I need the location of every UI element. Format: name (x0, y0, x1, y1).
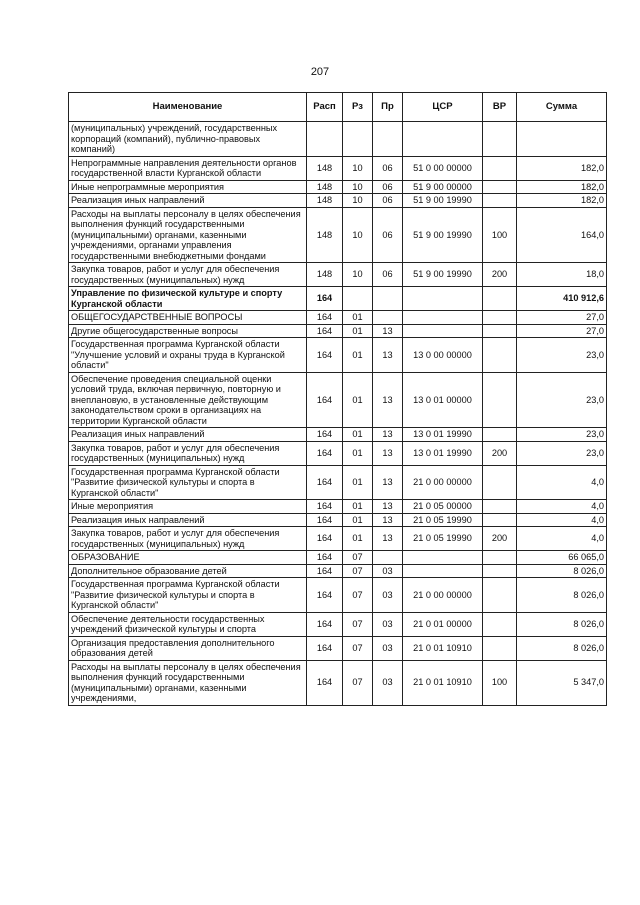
table-row (69, 660, 607, 705)
cell-rasp: 148 (307, 180, 343, 194)
cell-rz: 01 (343, 311, 373, 325)
cell-name: Реализация иных направлений (69, 428, 307, 442)
cell-name: Дополнительное образование детей (69, 564, 307, 578)
cell-name: ОБРАЗОВАНИЕ (69, 551, 307, 565)
cell-vr (483, 324, 517, 338)
cell-vr (483, 428, 517, 442)
cell-vr (483, 372, 517, 428)
cell-pr: 03 (373, 612, 403, 636)
cell-name: Управление по физической культуре и спорту Курганской области (69, 287, 307, 311)
cell-sum: 8 026,0 (517, 636, 607, 660)
table-row (69, 263, 607, 287)
cell-name: (муниципальных) учреждений, государственных корпораций (компаний), публично-правовых компаний) (69, 122, 307, 157)
cell-rz: 01 (343, 465, 373, 500)
cell-name: ОБЩЕГОСУДАРСТВЕННЫЕ ВОПРОСЫ (69, 311, 307, 325)
table-row (69, 636, 607, 660)
cell-vr (483, 122, 517, 157)
cell-pr: 13 (373, 441, 403, 465)
cell-rasp: 164 (307, 660, 343, 705)
cell-rz: 01 (343, 338, 373, 373)
table-row (69, 338, 607, 373)
column-header-name: Наименование (69, 93, 307, 122)
cell-vr (483, 311, 517, 325)
cell-rz: 10 (343, 156, 373, 180)
cell-vr (483, 194, 517, 208)
cell-rz (343, 287, 373, 311)
cell-sum: 66 065,0 (517, 551, 607, 565)
cell-pr: 13 (373, 428, 403, 442)
cell-rz: 07 (343, 612, 373, 636)
cell-vr: 100 (483, 207, 517, 263)
cell-csr: 51 9 00 19990 (403, 207, 483, 263)
cell-sum: 410 912,6 (517, 287, 607, 311)
cell-rasp: 148 (307, 156, 343, 180)
cell-name: Расходы на выплаты персоналу в целях обеспечения выполнения функций государственными (муниципальными) органами, казенными учреждениями, (69, 660, 307, 705)
cell-name: Иные мероприятия (69, 500, 307, 514)
cell-pr: 13 (373, 338, 403, 373)
cell-rasp: 164 (307, 287, 343, 311)
cell-name: Обеспечение проведения специальной оценки условий труда, включая первичную, повторную и внеплановую, в установленные действующим законодательством сроки в организациях на территории Курганской области (69, 372, 307, 428)
table-row (69, 372, 607, 428)
column-header-sum: Сумма (517, 93, 607, 122)
column-header-csr: ЦСР (403, 93, 483, 122)
cell-name: Непрограммные направления деятельности органов государственной власти Курганской области (69, 156, 307, 180)
cell-csr: 21 0 01 10910 (403, 660, 483, 705)
cell-rasp: 164 (307, 578, 343, 613)
cell-pr: 03 (373, 660, 403, 705)
table-row (69, 465, 607, 500)
cell-sum: 164,0 (517, 207, 607, 263)
table-row (69, 612, 607, 636)
cell-name: Расходы на выплаты персоналу в целях обеспечения выполнения функций государственными (муниципальными) органами, казенными учреждениями, органами управления государственными внебюджетными фондами (69, 207, 307, 263)
cell-pr (373, 311, 403, 325)
table-body (69, 122, 607, 706)
cell-rz: 10 (343, 180, 373, 194)
cell-sum: 5 347,0 (517, 660, 607, 705)
cell-rz: 10 (343, 263, 373, 287)
cell-pr (373, 287, 403, 311)
cell-name: Другие общегосударственные вопросы (69, 324, 307, 338)
cell-vr (483, 500, 517, 514)
cell-sum: 23,0 (517, 441, 607, 465)
cell-name: Закупка товаров, работ и услуг для обеспечения государственных (муниципальных) нужд (69, 441, 307, 465)
cell-rz: 01 (343, 500, 373, 514)
table-row (69, 311, 607, 325)
table-row (69, 578, 607, 613)
cell-rz: 01 (343, 513, 373, 527)
cell-name: Государственная программа Курганской области "Развитие физической культуры и спорта в Курганской области" (69, 578, 307, 613)
cell-vr (483, 287, 517, 311)
table-row (69, 500, 607, 514)
cell-vr (483, 636, 517, 660)
cell-csr: 21 0 05 00000 (403, 500, 483, 514)
cell-pr: 13 (373, 372, 403, 428)
cell-csr: 21 0 05 19990 (403, 527, 483, 551)
cell-rasp: 164 (307, 564, 343, 578)
cell-name: Реализация иных направлений (69, 194, 307, 208)
cell-sum: 23,0 (517, 338, 607, 373)
cell-rasp: 164 (307, 428, 343, 442)
cell-rasp: 148 (307, 194, 343, 208)
column-header-vr: ВР (483, 93, 517, 122)
table-header-row (69, 93, 607, 122)
cell-rasp: 148 (307, 263, 343, 287)
cell-rz: 07 (343, 660, 373, 705)
cell-rasp: 164 (307, 636, 343, 660)
cell-rz: 07 (343, 564, 373, 578)
cell-name: Иные непрограммные мероприятия (69, 180, 307, 194)
cell-rasp: 164 (307, 324, 343, 338)
cell-pr: 13 (373, 465, 403, 500)
cell-csr (403, 122, 483, 157)
cell-csr (403, 311, 483, 325)
cell-vr (483, 578, 517, 613)
cell-csr (403, 551, 483, 565)
cell-rasp: 164 (307, 372, 343, 428)
cell-sum: 27,0 (517, 324, 607, 338)
cell-name: Государственная программа Курганской области "Развитие физической культуры и спорта в Курганской области" (69, 465, 307, 500)
cell-rasp: 164 (307, 338, 343, 373)
cell-csr: 51 0 00 00000 (403, 156, 483, 180)
cell-rasp: 164 (307, 551, 343, 565)
table-row (69, 428, 607, 442)
cell-sum: 4,0 (517, 500, 607, 514)
cell-csr: 21 0 05 19990 (403, 513, 483, 527)
cell-sum: 4,0 (517, 465, 607, 500)
cell-rasp: 164 (307, 527, 343, 551)
cell-csr: 51 9 00 00000 (403, 180, 483, 194)
cell-name: Реализация иных направлений (69, 513, 307, 527)
cell-rz: 01 (343, 372, 373, 428)
cell-rz: 07 (343, 578, 373, 613)
cell-vr (483, 156, 517, 180)
cell-pr: 13 (373, 324, 403, 338)
table-row (69, 564, 607, 578)
cell-rz (343, 122, 373, 157)
cell-vr (483, 551, 517, 565)
cell-csr: 21 0 01 10910 (403, 636, 483, 660)
cell-csr (403, 287, 483, 311)
cell-sum: 182,0 (517, 180, 607, 194)
cell-vr: 200 (483, 441, 517, 465)
cell-pr (373, 551, 403, 565)
cell-sum: 23,0 (517, 428, 607, 442)
cell-sum (517, 122, 607, 157)
cell-rasp: 164 (307, 311, 343, 325)
cell-name: Государственная программа Курганской области "Улучшение условий и охраны труда в Курганской области" (69, 338, 307, 373)
cell-rasp: 164 (307, 612, 343, 636)
table-row (69, 287, 607, 311)
cell-rasp: 164 (307, 500, 343, 514)
cell-pr: 03 (373, 636, 403, 660)
table-row (69, 122, 607, 157)
table-row (69, 513, 607, 527)
cell-vr: 200 (483, 527, 517, 551)
cell-csr: 21 0 00 00000 (403, 578, 483, 613)
cell-rasp (307, 122, 343, 157)
cell-sum: 182,0 (517, 194, 607, 208)
column-header-pr: Пр (373, 93, 403, 122)
cell-csr (403, 324, 483, 338)
cell-sum: 8 026,0 (517, 564, 607, 578)
cell-pr: 06 (373, 156, 403, 180)
cell-rz: 01 (343, 527, 373, 551)
cell-rz: 07 (343, 636, 373, 660)
cell-csr: 21 0 01 00000 (403, 612, 483, 636)
budget-table (68, 92, 607, 706)
cell-vr: 100 (483, 660, 517, 705)
cell-vr (483, 612, 517, 636)
cell-sum: 4,0 (517, 527, 607, 551)
cell-vr (483, 513, 517, 527)
cell-vr (483, 465, 517, 500)
table-row (69, 180, 607, 194)
cell-rz: 01 (343, 428, 373, 442)
cell-vr (483, 564, 517, 578)
cell-vr (483, 180, 517, 194)
cell-rz: 01 (343, 441, 373, 465)
cell-csr: 13 0 01 19990 (403, 441, 483, 465)
cell-csr (403, 564, 483, 578)
table-row (69, 441, 607, 465)
cell-name: Обеспечение деятельности государственных учреждений физической культуры и спорта (69, 612, 307, 636)
cell-pr: 06 (373, 207, 403, 263)
cell-pr: 06 (373, 194, 403, 208)
cell-rz: 07 (343, 551, 373, 565)
cell-sum: 18,0 (517, 263, 607, 287)
cell-vr: 200 (483, 263, 517, 287)
cell-rasp: 164 (307, 465, 343, 500)
cell-csr: 21 0 00 00000 (403, 465, 483, 500)
cell-sum: 4,0 (517, 513, 607, 527)
table-row (69, 527, 607, 551)
cell-name: Закупка товаров, работ и услуг для обеспечения государственных (муниципальных) нужд (69, 263, 307, 287)
cell-pr: 13 (373, 500, 403, 514)
table-row (69, 194, 607, 208)
cell-csr: 51 9 00 19990 (403, 194, 483, 208)
cell-rasp: 164 (307, 441, 343, 465)
cell-rasp: 164 (307, 513, 343, 527)
cell-pr: 13 (373, 527, 403, 551)
page-number: 207 (310, 66, 330, 78)
cell-name: Организация предоставления дополнительного образования детей (69, 636, 307, 660)
cell-csr: 51 9 00 19990 (403, 263, 483, 287)
cell-rz: 01 (343, 324, 373, 338)
cell-rz: 10 (343, 207, 373, 263)
column-header-rasp: Расп (307, 93, 343, 122)
cell-pr: 13 (373, 513, 403, 527)
cell-name: Закупка товаров, работ и услуг для обеспечения государственных (муниципальных) нужд (69, 527, 307, 551)
cell-csr: 13 0 01 19990 (403, 428, 483, 442)
cell-pr: 03 (373, 578, 403, 613)
cell-csr: 13 0 01 00000 (403, 372, 483, 428)
cell-pr (373, 122, 403, 157)
cell-sum: 182,0 (517, 156, 607, 180)
table-row (69, 551, 607, 565)
cell-sum: 8 026,0 (517, 578, 607, 613)
cell-pr: 03 (373, 564, 403, 578)
cell-vr (483, 338, 517, 373)
cell-sum: 27,0 (517, 311, 607, 325)
table-row (69, 156, 607, 180)
cell-rz: 10 (343, 194, 373, 208)
table-row (69, 324, 607, 338)
cell-sum: 23,0 (517, 372, 607, 428)
cell-pr: 06 (373, 263, 403, 287)
cell-pr: 06 (373, 180, 403, 194)
cell-sum: 8 026,0 (517, 612, 607, 636)
column-header-rz: Рз (343, 93, 373, 122)
cell-rasp: 148 (307, 207, 343, 263)
table-row (69, 207, 607, 263)
cell-csr: 13 0 00 00000 (403, 338, 483, 373)
